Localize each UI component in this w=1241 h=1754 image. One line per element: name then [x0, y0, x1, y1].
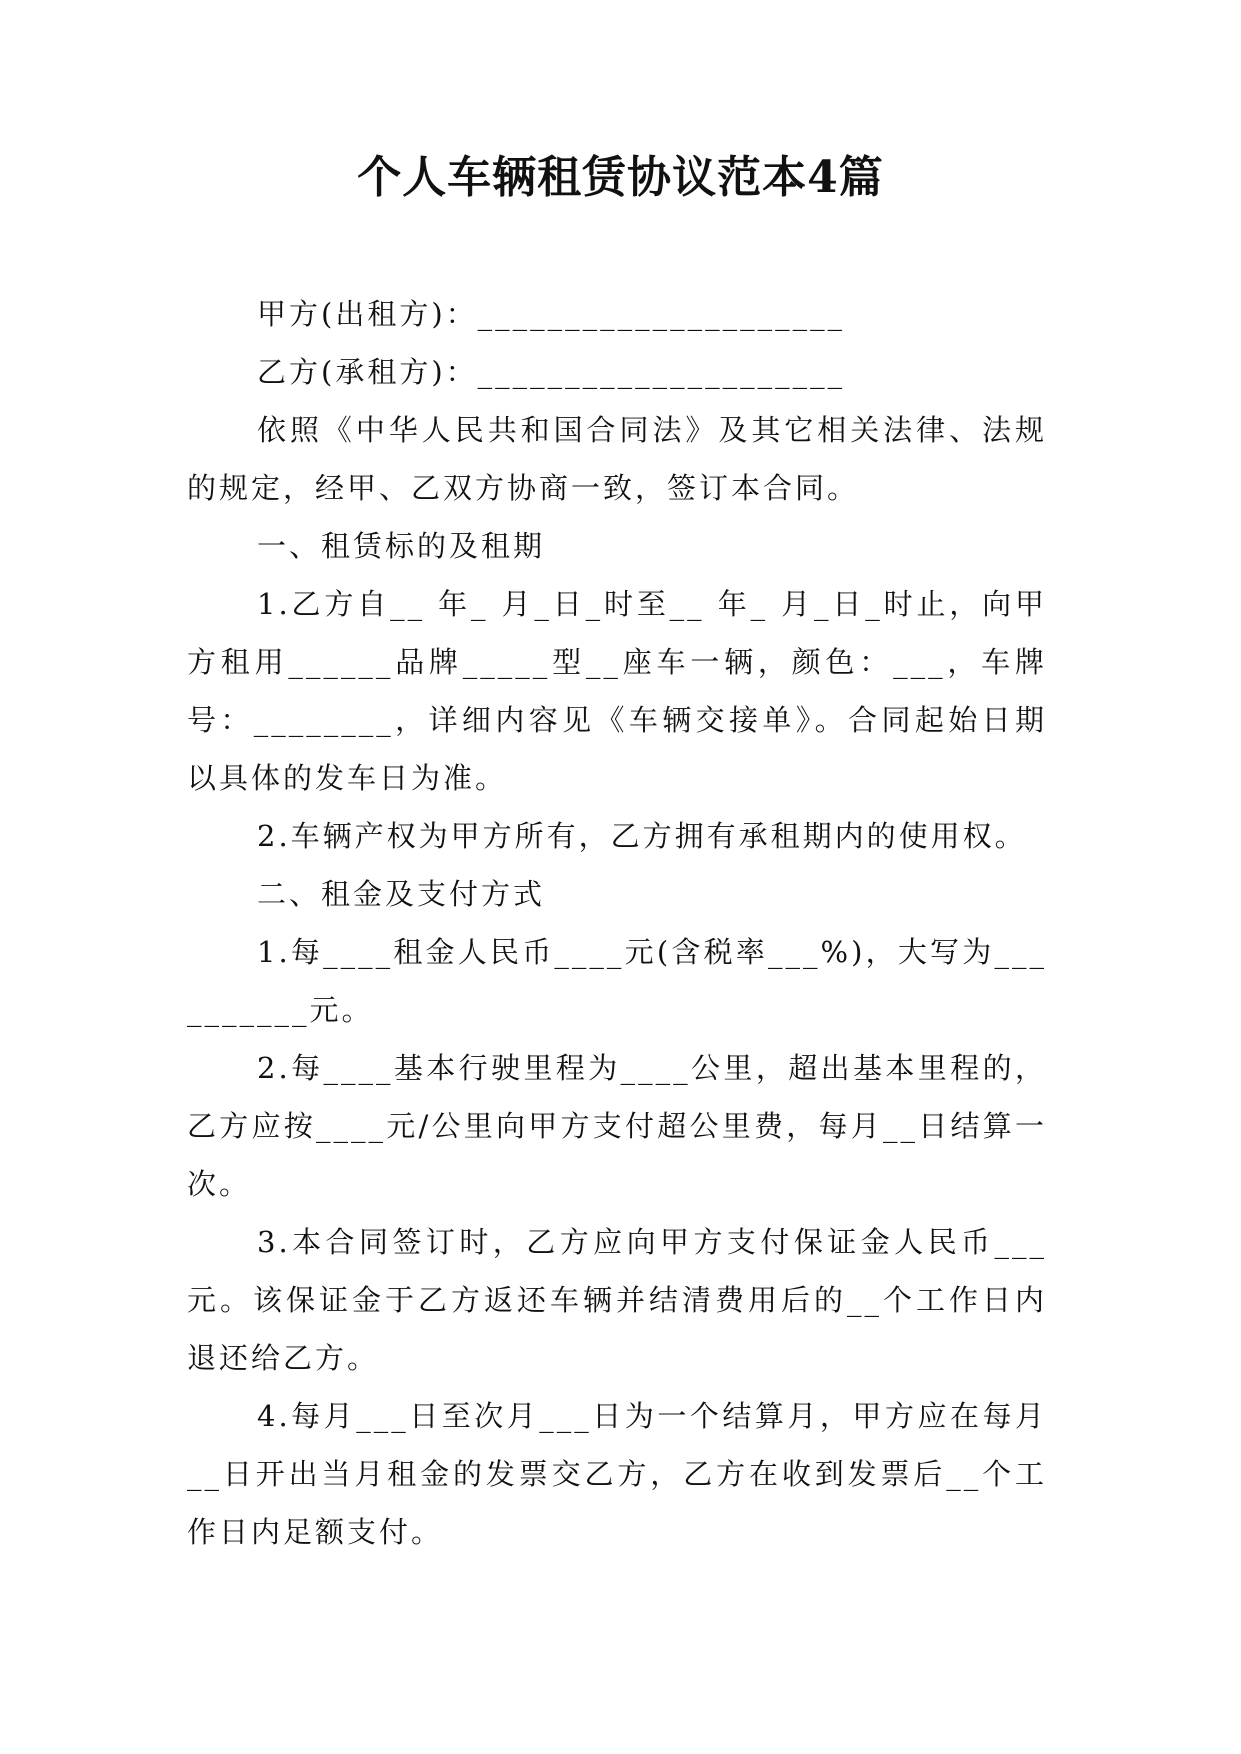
clause-2-3: 3.本合同签订时，乙方应向甲方支付保证金人民币___元。该保证金于乙方返还车辆并结清费用后的__个工作日内退还给乙方。 [187, 1225, 1047, 1375]
section-heading-2: 二、租金及支付方式 [257, 877, 546, 911]
party-a-line: 甲方(出租方)：_____________________ [257, 297, 846, 331]
section-heading-1: 一、租赁标的及租期 [257, 529, 546, 563]
clause-1-2: 2.车辆产权为甲方所有，乙方拥有承租期内的使用权。 [257, 819, 1027, 853]
clause-2-4: 4.每月___日至次月___日为一个结算月，甲方应在每月__日开出当月租金的发票交乙方，乙方在收到发票后__个工作日内足额支付。 [187, 1399, 1047, 1549]
clause-2-1: 1.每____租金人民币____元(含税率___%)，大写为__________元。 [187, 935, 1047, 1027]
party-b-line: 乙方(承租方)：_____________________ [257, 355, 846, 389]
document-title: 个人车辆租赁协议范本4篇 [357, 152, 884, 203]
document-body [187, 285, 1047, 1561]
clause-1-1: 1.乙方自__ 年_ 月_日_时至__ 年_ 月_日_时止，向甲方租用______品牌_____型__座车一辆，颜色：___，车牌号：________，详细内容见《车辆交接单》。合同起始日期以具体的发车日为准。 [187, 587, 1047, 795]
clause-2-2: 2.每____基本行驶里程为____公里，超出基本里程的，乙方应按____元/公里向甲方支付超公里费，每月__日结算一次。 [187, 1051, 1047, 1201]
preamble-paragraph: 依照《中华人民共和国合同法》及其它相关法律、法规的规定，经甲、乙双方协商一致，签订本合同。 [187, 413, 1047, 505]
